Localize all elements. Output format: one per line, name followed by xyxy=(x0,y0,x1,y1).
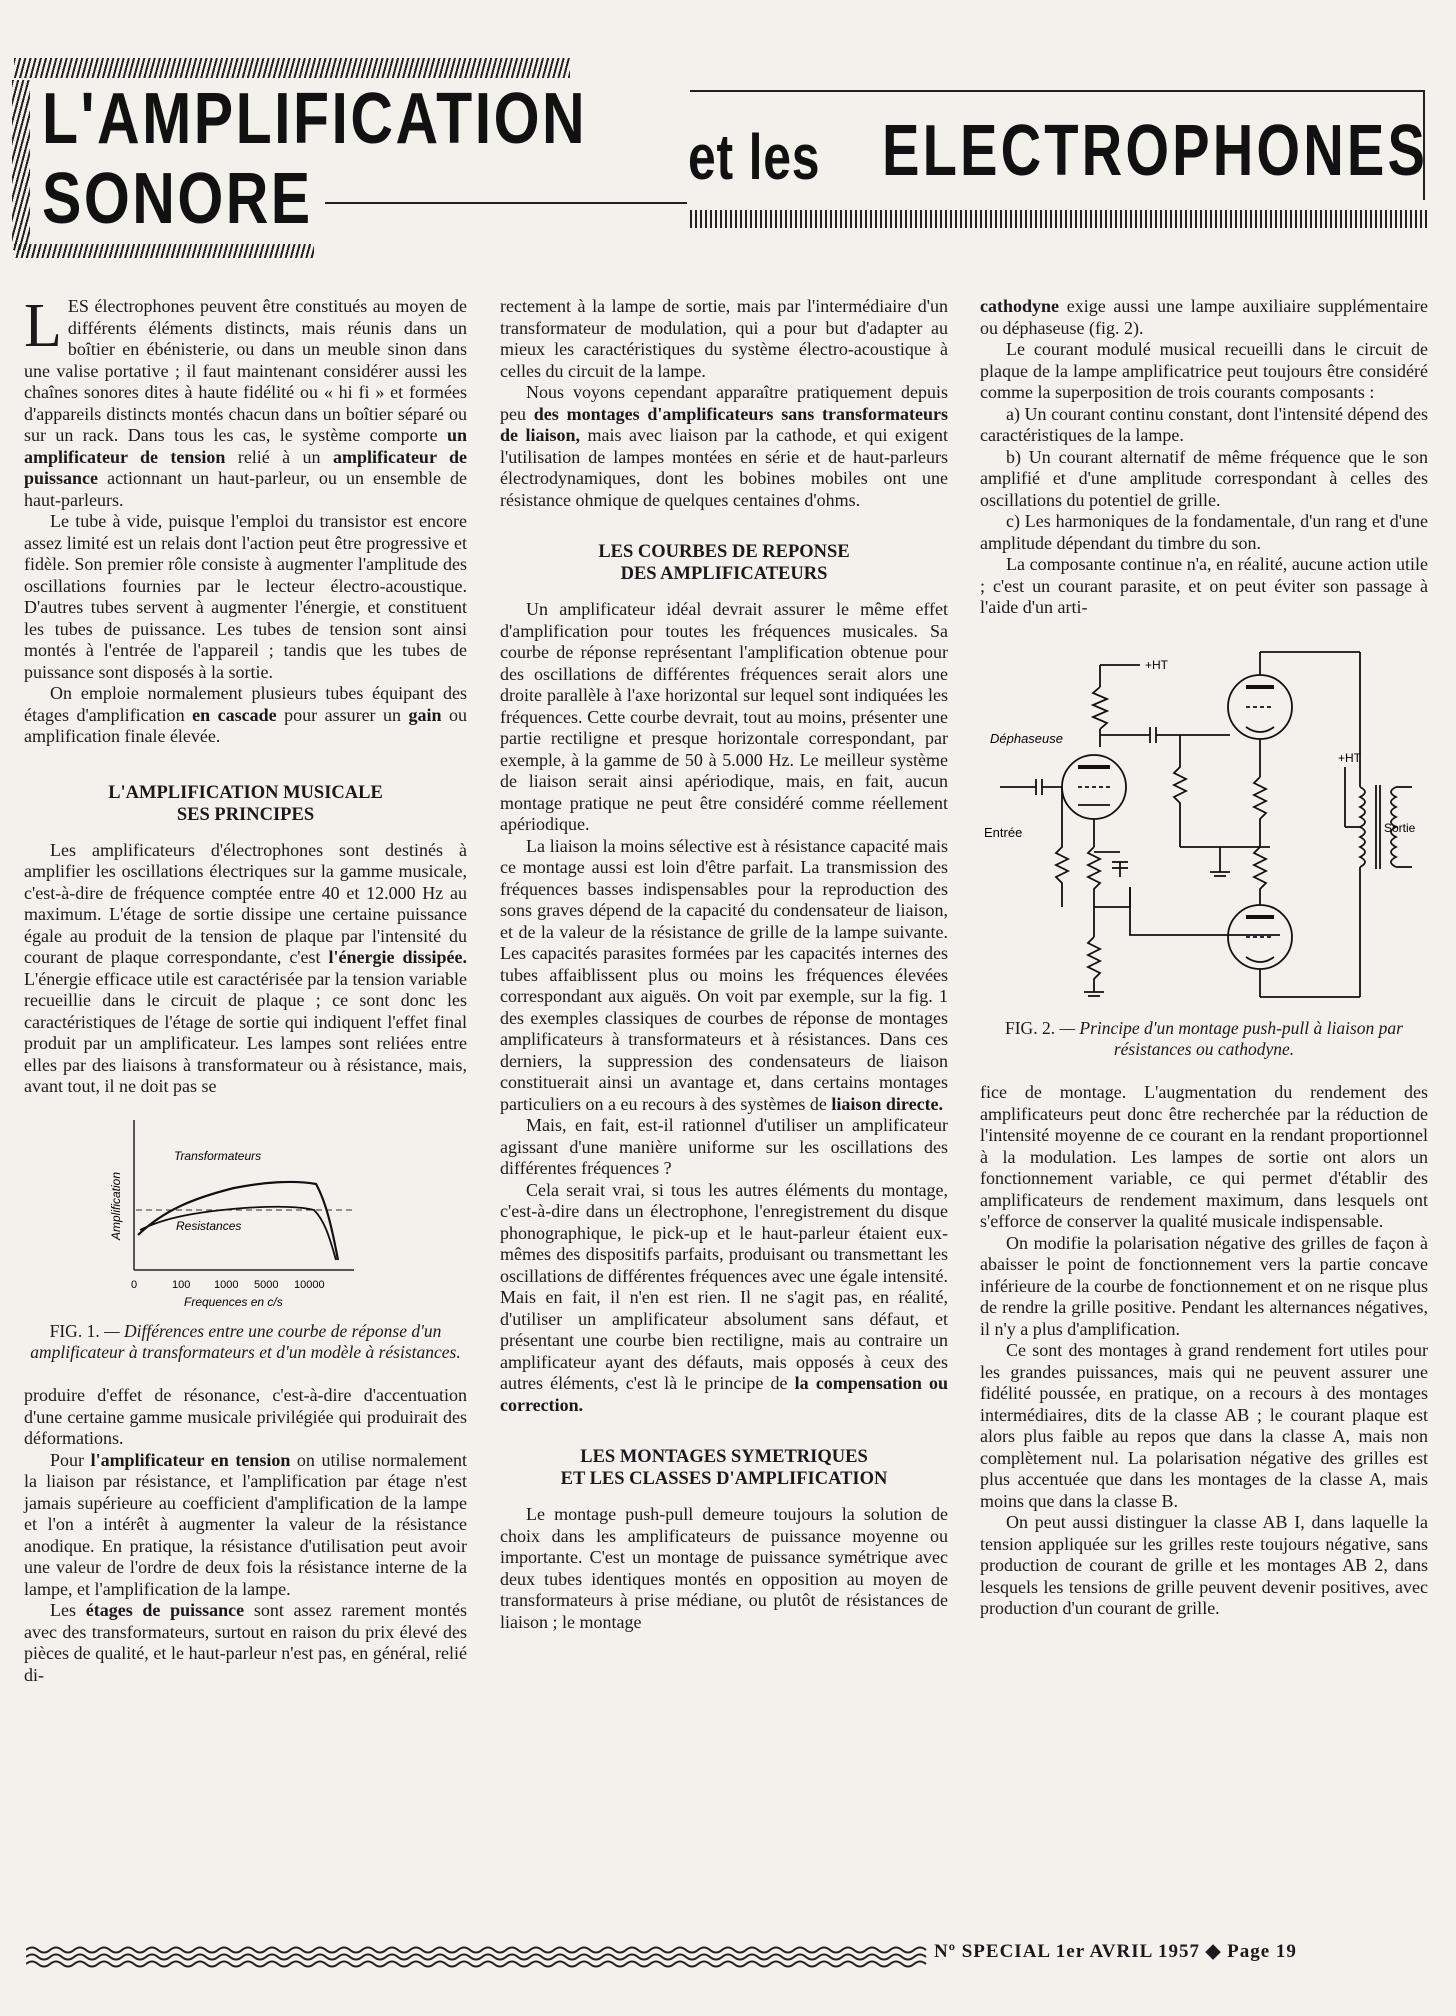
paragraph: On peut aussi distinguer la classe AB I, dans laquelle la tension appliquée sur les grilles reste toujours négative, sans production de courant de grille et les montages AB 2, dans lesquels les tensions de grille peuvent devenir positives, avec production d'un courant de grille. xyxy=(980,1512,1428,1618)
paragraph: a) Un courant continu constant, dont l'intensité dépend des caractéristiques de la lampe. xyxy=(980,403,1428,445)
drop-cap: L xyxy=(24,292,62,360)
paragraph: Mais, en fait, est-il rationnel d'utiliser un amplificateur agissant d'une manière uniforme sur les oscillations des différentes fréquences ? xyxy=(500,1115,948,1178)
paragraph: Les étages de puissance sont assez rarement montés avec des transformateurs, surtout en raison du prix élevé des pièces de qualité, et le haut-parleur n'est pas, en général, relié di- xyxy=(24,1600,468,1685)
curve-label-transformateurs: Transformateurs xyxy=(174,1148,262,1163)
section-heading: LES COURBES DE REPONSE DES AMPLIFICATEURS xyxy=(598,542,850,584)
paragraph: Le courant modulé musical recueilli dans le circuit de plaque de la lampe amplificatrice peut toujours être considéré comme la superposition de trois courants composants : xyxy=(980,339,1428,402)
paragraph: Ce sont des montages à grand rendement fort utiles pour les grandes puissances, mais qui ne peuvent assurer une fidélité poussée, en pratique, on a recours à des montages intermédiaires, dits de la classe AB ; le courant plaque est alors plus faible au repos que dans la classe A, mais non complètement nul. La polarisation négative des grilles est plus accentuée que dans les montages de la classe A, mais moins que dans la classe B. xyxy=(980,1340,1428,1511)
paragraph: Le montage push-pull demeure toujours la solution de choix dans les amplificateurs de puissance moyenne ou importante. C'est un montage de puissance symétrique avec deux tubes identiques montés en opposition au moyen de transformateurs à prise médiane, ou plutôt de résistances de liaison ; le montage xyxy=(500,1504,948,1632)
title-connector-line xyxy=(325,202,687,204)
paragraph: Un amplificateur idéal devrait assurer le même effet d'amplification pour toutes les fréquences musicales. Sa courbe de réponse représentant l'amplification obtenue pour des oscillations de différentes fréquences serait alors une droite parallèle à l'axe horizontal sur lequel sont indiquées les fréquences. Cette courbe devrait, tout au moins, présenter une partie rectiligne et presque horizontale correspondant, par exemple, à la gamme de 50 à 5.000 Hz. Le meilleur système de liaison serait ainsi apériodique, mais, en fait, aucun montage pratique ne peut être considéré comme réellement apériodique. xyxy=(500,599,948,834)
column-3 xyxy=(980,296,1428,1620)
title-line2: SONORE xyxy=(42,159,313,239)
paragraph: Les amplificateurs d'électrophones sont destinés à amplifier les oscillations électriques sur la gamme musicale, c'est-à-dire de fréquence comptée entre 40 et 12.000 Hz au maximum. L'étage de sortie dissipe une certaine puissance égale au produit de la tension de plaque par l'intensité du courant de plaque correspondante, c'est l'énergie dissipée. L'énergie efficace utile est caractérisée par la tension variable recueillie dans le circuit de plaque ; ce sont donc les caractéristiques de l'étage de sortie qui indiquent l'effet final produit par un amplificateur. Les lampes sont reliées entre elles par des liaisons à transformateur ou à résistance, mais, avant tout, il ne doit pas se xyxy=(24,839,467,1096)
curve-resistances xyxy=(140,1206,336,1259)
header-hatch-left xyxy=(12,80,30,250)
x-tick-label: 5000 xyxy=(254,1278,279,1291)
header-hatch-bottom xyxy=(14,244,314,258)
figure-1-caption: FIG. 1. — Différences entre une courbe de réponse d'un amplificateur à transformateurs et d'un modèle à résistances. xyxy=(30,1321,461,1362)
figure-2-schematic xyxy=(980,647,1428,1007)
label-entree: Entrée xyxy=(984,824,1023,840)
header-hatch-right xyxy=(690,210,1428,228)
paragraph: produire d'effet de résonance, c'est-à-dire d'accentuation d'une certaine gamme musicale privilégiée qui produirait des déformations. xyxy=(24,1385,467,1448)
label-ht-right: +HT xyxy=(1338,750,1362,765)
section-heading: LES MONTAGES SYMETRIQUES ET LES CLASSES D'AMPLIFICATION xyxy=(560,1447,888,1489)
x-tick-label: 10000 xyxy=(294,1278,325,1291)
paragraph: On emploie normalement plusieurs tubes équipant des étages d'amplification en cascade pour assurer un gain ou amplification finale élevée. xyxy=(24,683,468,746)
figure-1 xyxy=(24,1110,467,1364)
x-tick-label: 0 xyxy=(131,1278,138,1291)
title-right-box-line xyxy=(690,90,1425,92)
x-tick-label: 1000 xyxy=(214,1278,239,1291)
figure-1-chart xyxy=(24,1110,467,1310)
paragraph: Le tube à vide, puisque l'emploi du transistor est encore assez limité est un relais dont l'action peut être progressive et fidèle. Son premier rôle consiste à augmenter l'amplitude des oscillations fournies par le lecteur électro-acoustique. D'autres tubes servent à augmenter l'énergie, et constituent les tubes de puissance. Les tubes de tension sont ainsi montés à l'entrée de l'appareil ; tandis que les tubes de puissance sont disposés à la sortie. xyxy=(24,511,467,682)
label-dephaseuse: Déphaseuse xyxy=(990,730,1063,746)
section-heading: L'AMPLIFICATION MUSICALE SES PRINCIPES xyxy=(108,782,383,825)
figure-2-caption: FIG. 2. — Principe d'un montage push-pull à liaison par résistances ou cathodyne. xyxy=(1005,1018,1403,1059)
paragraph: fice de montage. L'augmentation du rendement des amplificateurs peut donc être recherchée par la réduction de l'intensité moyenne de ce courant en la rendant proportionnel à la modulation. Les lampes de sortie ont alors un fonctionnement variable, ce qui permet d'établir des amplificateurs de rendement maximum, dans lesquels ont s'efforce de conserver la qualité musicale indispensable. xyxy=(980,1082,1428,1231)
column-2 xyxy=(500,296,948,1633)
paragraph: On modifie la polarisation négative des grilles de façon à abaisser le point de fonctionnement vers la partie concave inférieure de la courbe de fonctionnement et on ne risque plus de rendre la grille positive. Pendant les alternances négatives, il n'y a plus d'amplification. xyxy=(980,1232,1428,1339)
footer-wave-rule xyxy=(26,1944,931,1968)
figure-2 xyxy=(980,647,1428,1061)
y-axis-label: Amplification xyxy=(109,1171,123,1240)
x-axis-label: Frequences en c/s xyxy=(184,1294,283,1309)
intro-paragraph: LES électrophones peuvent être constitués au moyen de différents éléments distincts, mais réunis dans un boîtier en ébénisterie, ou dans un meuble sinon dans une valise portative ; il faut maintenant considérer aussi les chaînes sonores dites à haute fidélité ou « hi fi » et formées d'appareils distincts montés chacun dans un boîtier séparé ou sur un rack. Dans tous les cas, le système comporte un amplificateur de tension relié à un amplificateur de puissance actionnant un haut-parleur, ou un ensemble de haut-parleurs. xyxy=(24,292,467,510)
curve-label-resistances: Resistances xyxy=(176,1218,242,1233)
paragraph: c) Les harmoniques de la fondamentale, d'un rang et d'une amplitude dépendant du timbre du son. xyxy=(980,511,1428,553)
paragraph: b) Un courant alternatif de même fréquence que le son amplifié et d'une amplitude correspondant à celles des oscillations du potentiel de grille. xyxy=(980,446,1428,510)
title-right-big: ELECTROPHONES xyxy=(882,111,1429,191)
title-line1: L'AMPLIFICATION xyxy=(42,79,588,159)
paragraph: Cela serait vrai, si tous les autres éléments du montage, c'est-à-dire dans un électrophone, l'enregistrement du disque phonographique, le pick-up et le haut-parleur étaient eux-mêmes des dispositifs parfaits, produisant ou transmettant les oscillations de différentes fréquences avec une égale intensité. Mais en fait, il n'en est rien. Il ne s'agit pas, en réalité, d'utiliser un amplificateur absolument sans défaut, et présentant une courbe bien rectiligne, mais au contraire un amplificateur ayant des défauts, mais opposés à ceux des autres éléments, c'est là le principe de la compensation ou correction. xyxy=(500,1179,948,1415)
paragraph: cathodyne exige aussi une lampe auxiliaire supplémentaire ou déphaseuse (fig. 2). xyxy=(980,296,1428,338)
paragraph: Pour l'amplificateur en tension on utilise normalement la liaison par résistance, et l'amplification par étage n'est jamais supérieure au coefficient d'amplification de la lampe et l'on a intérêt à augmenter la valeur de la résistance anodique. En pratique, la résistance d'utilisation peut avoir une valeur de l'ordre de deux fois la résistance interne de la lampe, et l'amplification de la lampe. xyxy=(24,1449,467,1599)
x-tick-label: 100 xyxy=(172,1278,191,1291)
footer-page-info: Nº SPECIAL 1er AVRIL 1957 ◆ Page 19 xyxy=(934,1941,1297,1962)
paragraph: La liaison la moins sélective est à résistance capacité mais ce montage aussi est loin d'être parfait. La transmission des fréquences basses indispensables pour la reproduction des sons graves dépend de la capacité du condensateur de liaison, et de la valeur de la résistance de grille de la lampe suivante. Les capacités parasites formées par les capacités internes des tubes affaiblissent plus ou moins les fréquences élevées correspondant aux aiguës. On voit par exemple, sur la fig. 1 des exemples classiques de courbes de réponse de montages amplificateurs à transformateurs et à résistances. Dans ces derniers, la suppression des condensateurs de liaison constituerait ainsi un avantage et, dans certains montages particuliers on a eu recours à des systèmes de liaison directe. xyxy=(500,835,948,1114)
paragraph: Nous voyons cependant apparaître pratiquement depuis peu des montages d'amplificateurs sans transformateurs de liaison, mais avec liaison par la cathode, et qui exigent l'utilisation de lampes montées en série et de haut-parleurs électrodynamiques, dont les bobines mobiles ont une résistance ohmique de quelques centaines d'ohms. xyxy=(500,382,948,510)
title-right-small: et les xyxy=(688,121,821,193)
paragraph: La composante continue n'a, en réalité, aucune action utile ; c'est un courant parasite, et on peut éviter son passage à l'aide d'un arti- xyxy=(980,554,1428,617)
label-ht-top: +HT xyxy=(1145,657,1169,672)
column-1 xyxy=(24,292,468,1686)
header-hatch-top xyxy=(14,58,570,78)
paragraph: rectement à la lampe de sortie, mais par l'intermédiaire d'un transformateur de modulation, qui a pour but d'adapter au mieux les caractéristiques du système électro-acoustique à celles du circuit de la lampe. xyxy=(500,296,948,381)
label-sortie: Sortie xyxy=(1384,820,1416,835)
